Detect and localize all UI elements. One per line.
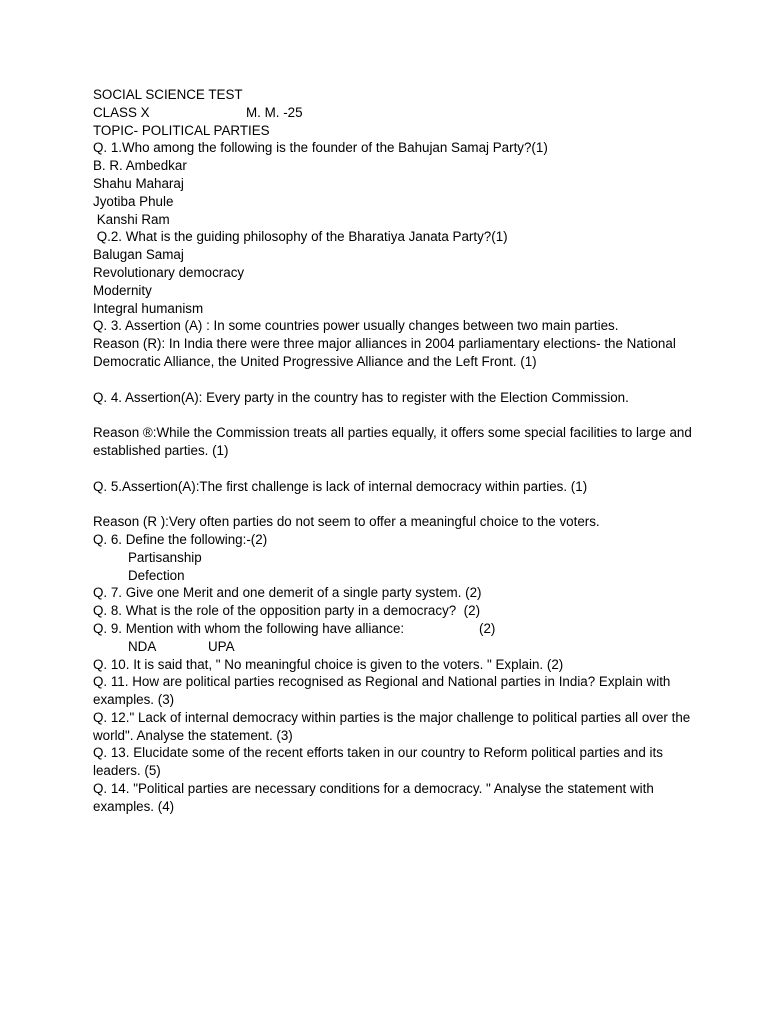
- q2-option: Revolutionary democracy: [93, 264, 245, 280]
- q9-item-nda: NDA: [128, 638, 157, 654]
- max-marks: M. M. -25: [246, 104, 303, 120]
- q2-option: Modernity: [93, 282, 152, 298]
- spacer: [93, 495, 693, 513]
- q6-question: Q. 6. Define the following:-(2): [93, 531, 268, 547]
- q2-option: Integral humanism: [93, 300, 204, 316]
- q9-items: [93, 638, 693, 656]
- q7-question: Q. 7. Give one Merit and one demerit of a single party system. (2): [93, 585, 482, 601]
- q1-option: Kanshi Ram: [93, 211, 170, 227]
- q14-question: Q. 14. "Political parties are necessary conditions for a democracy. " Analyse the statement with examples. (4): [93, 781, 654, 814]
- q1-option: B. R. Ambedkar: [93, 158, 187, 174]
- q8-question: Q. 8. What is the role of the opposition party in a democracy? (2): [93, 603, 481, 619]
- q13-question: Q. 13. Elucidate some of the recent efforts taken in our country to Reform political parties and its leaders. (5): [93, 745, 663, 779]
- q5-reason: Reason (R ):Very often parties do not seem to offer a meaningful choice to the voters.: [93, 514, 600, 530]
- test-document: [93, 86, 693, 816]
- class-line: [93, 104, 693, 122]
- test-title: SOCIAL SCIENCE TEST: [93, 87, 243, 102]
- q4-reason: Reason ®:While the Commission treats all parties equally, it offers some special facilities to large and established parties. (1): [93, 425, 692, 458]
- spacer: [93, 406, 693, 424]
- spacer: [93, 460, 693, 478]
- q5-assertion: Q. 5.Assertion(A):The first challenge is lack of internal democracy within parties. (1): [93, 478, 588, 494]
- q2-question: Q.2. What is the guiding philosophy of the Bharatiya Janata Party?(1): [93, 229, 508, 245]
- q1-option: Shahu Maharaj: [93, 175, 184, 191]
- q9-question: Q. 9. Mention with whom the following have alliance:: [93, 620, 405, 636]
- q12-question: Q. 12." Lack of internal democracy within parties is the major challenge to political parties all over the world". Analyse the statement. (3): [93, 709, 691, 743]
- q9-marks: (2): [479, 620, 496, 636]
- q6-item: Defection: [128, 567, 185, 583]
- q9-line: [93, 620, 693, 638]
- q1-question: Q. 1.Who among the following is the founder of the Bahujan Samaj Party?(1): [93, 140, 548, 156]
- spacer: [93, 371, 693, 389]
- q10-question: Q. 10. It is said that, " No meaningful choice is given to the voters. " Explain. (2): [93, 656, 564, 672]
- q1-option: Jyotiba Phule: [93, 193, 174, 209]
- q4-assertion: Q. 4. Assertion(A): Every party in the country has to register with the Election Commission.: [93, 389, 629, 405]
- q6-item: Partisanship: [128, 549, 202, 565]
- q11-question: Q. 11. How are political parties recognised as Regional and National parties in India? Explain with examples. (3): [93, 674, 671, 708]
- q3-assertion: Q. 3. Assertion (A) : In some countries power usually changes between two main parties.: [93, 318, 619, 334]
- class-label: CLASS X: [93, 104, 150, 120]
- q9-item-upa: UPA: [208, 638, 235, 654]
- topic-line: TOPIC- POLITICAL PARTIES: [93, 122, 270, 138]
- q2-option: Balugan Samaj: [93, 247, 184, 263]
- q3-reason: Reason (R): In India there were three major alliances in 2004 parliamentary elections- the National Democratic Alliance, the United Progressive Alliance and the Left Front. (1): [93, 336, 676, 369]
